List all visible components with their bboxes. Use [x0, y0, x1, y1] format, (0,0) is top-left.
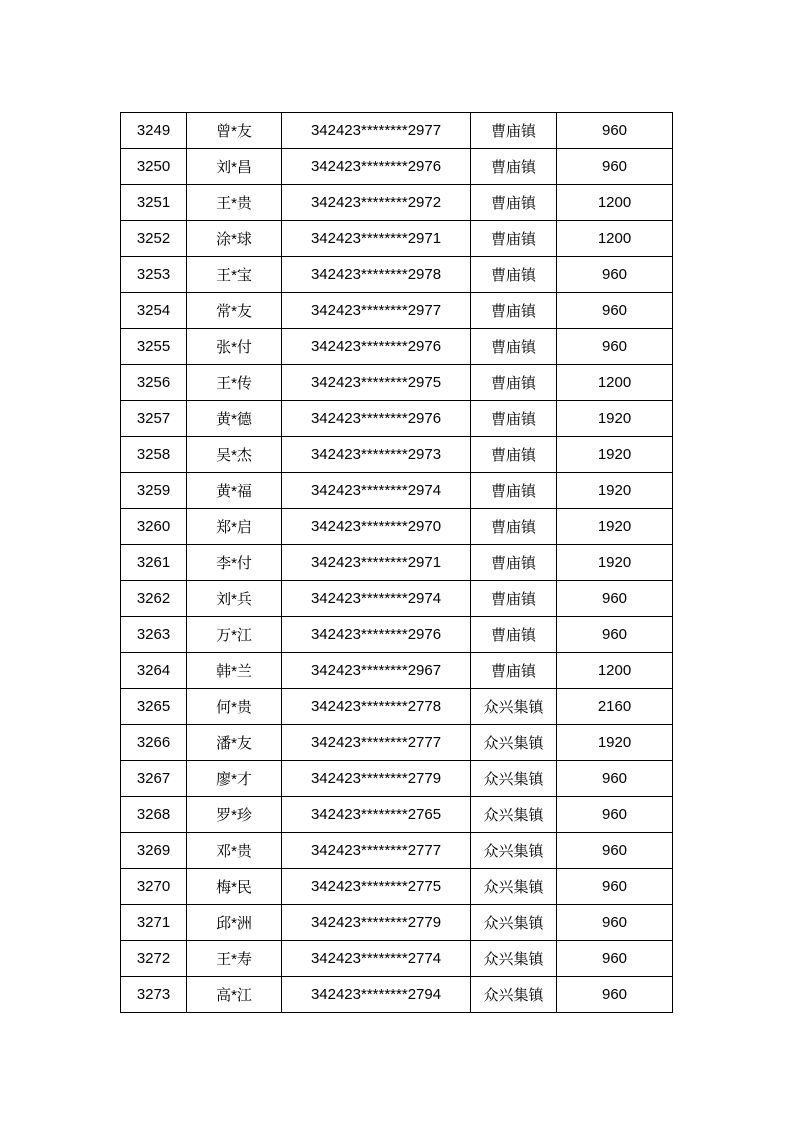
cell-town: 曹庙镇: [471, 221, 557, 257]
cell-amount: 1920: [557, 473, 673, 509]
cell-index: 3256: [121, 365, 187, 401]
cell-town: 众兴集镇: [471, 833, 557, 869]
cell-index: 3254: [121, 293, 187, 329]
cell-amount: 960: [557, 797, 673, 833]
cell-town: 曹庙镇: [471, 293, 557, 329]
cell-index: 3251: [121, 185, 187, 221]
cell-name: 郑*启: [187, 509, 282, 545]
table-row: [121, 473, 673, 509]
cell-id-number: 342423********2765: [282, 797, 471, 833]
cell-amount: 2160: [557, 689, 673, 725]
cell-index: 3260: [121, 509, 187, 545]
cell-index: 3261: [121, 545, 187, 581]
table-row: [121, 689, 673, 725]
cell-index: 3259: [121, 473, 187, 509]
cell-town: 众兴集镇: [471, 761, 557, 797]
table-row: [121, 725, 673, 761]
table-row: [121, 581, 673, 617]
cell-name: 廖*才: [187, 761, 282, 797]
table-row: [121, 941, 673, 977]
cell-town: 众兴集镇: [471, 725, 557, 761]
table-row: [121, 257, 673, 293]
cell-town: 众兴集镇: [471, 977, 557, 1013]
cell-town: 曹庙镇: [471, 617, 557, 653]
table-body: [121, 113, 673, 1013]
cell-town: 众兴集镇: [471, 941, 557, 977]
cell-amount: 960: [557, 617, 673, 653]
cell-town: 曹庙镇: [471, 545, 557, 581]
cell-amount: 1920: [557, 509, 673, 545]
cell-name: 常*友: [187, 293, 282, 329]
cell-amount: 960: [557, 293, 673, 329]
cell-id-number: 342423********2779: [282, 905, 471, 941]
cell-index: 3273: [121, 977, 187, 1013]
table-row: [121, 509, 673, 545]
cell-index: 3263: [121, 617, 187, 653]
cell-id-number: 342423********2775: [282, 869, 471, 905]
cell-amount: 1200: [557, 221, 673, 257]
cell-index: 3270: [121, 869, 187, 905]
cell-id-number: 342423********2774: [282, 941, 471, 977]
cell-town: 曹庙镇: [471, 185, 557, 221]
table-row: [121, 221, 673, 257]
cell-town: 众兴集镇: [471, 689, 557, 725]
cell-name: 曾*友: [187, 113, 282, 149]
cell-town: 曹庙镇: [471, 401, 557, 437]
cell-name: 黄*福: [187, 473, 282, 509]
table-row: [121, 113, 673, 149]
cell-id-number: 342423********2971: [282, 221, 471, 257]
cell-amount: 1200: [557, 185, 673, 221]
table-row: [121, 761, 673, 797]
table-container: [120, 112, 672, 1013]
cell-name: 刘*兵: [187, 581, 282, 617]
cell-town: 曹庙镇: [471, 149, 557, 185]
cell-amount: 960: [557, 761, 673, 797]
cell-id-number: 342423********2971: [282, 545, 471, 581]
cell-name: 何*贵: [187, 689, 282, 725]
cell-id-number: 342423********2972: [282, 185, 471, 221]
cell-id-number: 342423********2976: [282, 401, 471, 437]
table-row: [121, 797, 673, 833]
cell-town: 曹庙镇: [471, 653, 557, 689]
cell-id-number: 342423********2777: [282, 833, 471, 869]
cell-id-number: 342423********2977: [282, 113, 471, 149]
table-row: [121, 617, 673, 653]
cell-id-number: 342423********2976: [282, 149, 471, 185]
cell-index: 3257: [121, 401, 187, 437]
cell-index: 3265: [121, 689, 187, 725]
cell-id-number: 342423********2974: [282, 581, 471, 617]
cell-name: 王*寿: [187, 941, 282, 977]
cell-amount: 960: [557, 113, 673, 149]
cell-amount: 1200: [557, 365, 673, 401]
cell-amount: 960: [557, 833, 673, 869]
table-row: [121, 185, 673, 221]
cell-amount: 1920: [557, 401, 673, 437]
cell-index: 3250: [121, 149, 187, 185]
cell-index: 3255: [121, 329, 187, 365]
table-row: [121, 977, 673, 1013]
cell-town: 曹庙镇: [471, 329, 557, 365]
table-row: [121, 293, 673, 329]
cell-amount: 960: [557, 149, 673, 185]
cell-amount: 1200: [557, 653, 673, 689]
cell-town: 众兴集镇: [471, 869, 557, 905]
cell-name: 梅*民: [187, 869, 282, 905]
cell-name: 高*江: [187, 977, 282, 1013]
cell-amount: 1920: [557, 545, 673, 581]
table-row: [121, 365, 673, 401]
cell-index: 3262: [121, 581, 187, 617]
cell-amount: 960: [557, 941, 673, 977]
cell-id-number: 342423********2973: [282, 437, 471, 473]
cell-name: 吴*杰: [187, 437, 282, 473]
table-row: [121, 905, 673, 941]
beneficiary-table: [120, 112, 673, 1013]
table-row: [121, 653, 673, 689]
cell-id-number: 342423********2779: [282, 761, 471, 797]
cell-name: 王*贵: [187, 185, 282, 221]
cell-amount: 960: [557, 581, 673, 617]
cell-amount: 960: [557, 869, 673, 905]
cell-id-number: 342423********2777: [282, 725, 471, 761]
cell-index: 3271: [121, 905, 187, 941]
table-row: [121, 437, 673, 473]
cell-id-number: 342423********2778: [282, 689, 471, 725]
cell-index: 3249: [121, 113, 187, 149]
cell-town: 曹庙镇: [471, 437, 557, 473]
cell-index: 3264: [121, 653, 187, 689]
cell-town: 众兴集镇: [471, 905, 557, 941]
cell-name: 王*宝: [187, 257, 282, 293]
cell-town: 曹庙镇: [471, 113, 557, 149]
cell-town: 曹庙镇: [471, 473, 557, 509]
table-row: [121, 149, 673, 185]
cell-name: 李*付: [187, 545, 282, 581]
cell-amount: 960: [557, 257, 673, 293]
cell-amount: 1920: [557, 725, 673, 761]
cell-name: 韩*兰: [187, 653, 282, 689]
cell-town: 众兴集镇: [471, 797, 557, 833]
cell-amount: 1920: [557, 437, 673, 473]
cell-id-number: 342423********2978: [282, 257, 471, 293]
cell-id-number: 342423********2975: [282, 365, 471, 401]
table-row: [121, 401, 673, 437]
cell-id-number: 342423********2974: [282, 473, 471, 509]
cell-town: 曹庙镇: [471, 365, 557, 401]
cell-town: 曹庙镇: [471, 581, 557, 617]
cell-id-number: 342423********2970: [282, 509, 471, 545]
cell-id-number: 342423********2976: [282, 329, 471, 365]
cell-name: 刘*昌: [187, 149, 282, 185]
cell-name: 涂*球: [187, 221, 282, 257]
cell-id-number: 342423********2977: [282, 293, 471, 329]
cell-name: 潘*友: [187, 725, 282, 761]
table-row: [121, 869, 673, 905]
cell-amount: 960: [557, 977, 673, 1013]
cell-index: 3267: [121, 761, 187, 797]
table-row: [121, 545, 673, 581]
table-row: [121, 329, 673, 365]
cell-id-number: 342423********2794: [282, 977, 471, 1013]
cell-name: 邱*洲: [187, 905, 282, 941]
cell-town: 曹庙镇: [471, 257, 557, 293]
cell-index: 3272: [121, 941, 187, 977]
cell-index: 3258: [121, 437, 187, 473]
cell-amount: 960: [557, 905, 673, 941]
cell-name: 黄*德: [187, 401, 282, 437]
cell-name: 万*江: [187, 617, 282, 653]
table-row: [121, 833, 673, 869]
cell-index: 3268: [121, 797, 187, 833]
cell-name: 罗*珍: [187, 797, 282, 833]
cell-name: 邓*贵: [187, 833, 282, 869]
cell-name: 张*付: [187, 329, 282, 365]
cell-index: 3269: [121, 833, 187, 869]
cell-id-number: 342423********2976: [282, 617, 471, 653]
cell-index: 3253: [121, 257, 187, 293]
cell-amount: 960: [557, 329, 673, 365]
cell-index: 3252: [121, 221, 187, 257]
cell-name: 王*传: [187, 365, 282, 401]
cell-town: 曹庙镇: [471, 509, 557, 545]
cell-index: 3266: [121, 725, 187, 761]
cell-id-number: 342423********2967: [282, 653, 471, 689]
